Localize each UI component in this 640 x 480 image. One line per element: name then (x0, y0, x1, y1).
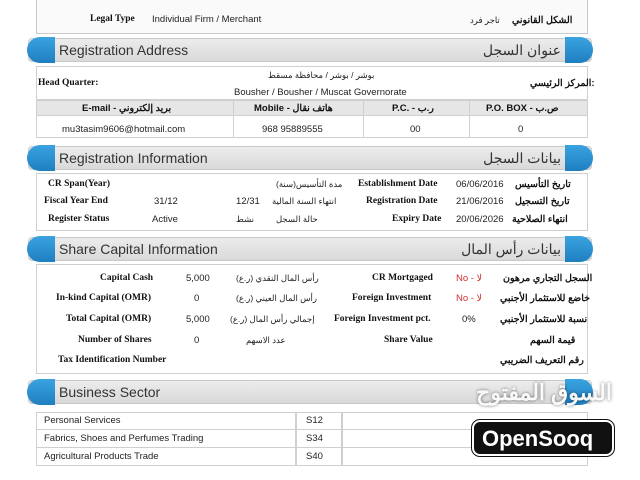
cr-mortgaged-label: CR Mortgaged (372, 273, 433, 283)
registration-date-value: 21/06/2016 (456, 196, 504, 207)
address-ar: بوشر / بوشر / محافظة مسقط (268, 70, 375, 80)
head-quarter-label: Head Quarter: (38, 78, 99, 88)
registration-info-title: Registration Information (59, 150, 208, 166)
capital-cash-label: Capital Cash (100, 273, 154, 283)
business-sector-code: S12 (306, 415, 323, 426)
number-of-shares-value: 0 (194, 335, 200, 346)
business-sector-code: S34 (306, 433, 323, 444)
legal-type-label: Legal Type (90, 14, 135, 24)
capital-cash-value: 5,000 (186, 273, 210, 284)
business-sector-code: S40 (306, 451, 323, 462)
register-status-value-ar: نشط (236, 214, 255, 224)
number-of-shares-label-ar: عدد الاسهم (246, 335, 286, 345)
total-capital-label: Total Capital (OMR) (66, 314, 152, 324)
tax-id-label-ar: رقم التعريف الضريبي (500, 355, 584, 366)
cr-span-label: CR Span(Year) (48, 179, 111, 189)
registration-address-title: Registration Address (59, 42, 189, 58)
share-capital-title: Share Capital Information (59, 241, 218, 257)
foreign-investment-value: No - لا (456, 293, 483, 304)
legal-type-label-ar: الشكل القانوني (512, 15, 573, 26)
email-column-header: E-mail - بريد إلكتروني (82, 103, 172, 114)
registration-info-header (28, 146, 592, 170)
header-accent-right (565, 236, 593, 262)
register-status-label: Register Status (48, 214, 110, 224)
registration-date-label-ar: تاريخ التسجيل (515, 196, 570, 207)
cr-mortgaged-value: No - لا (456, 273, 483, 284)
inkind-capital-label-ar: رأس المال العيني (ر.ع) (236, 293, 318, 303)
register-status-value: Active (152, 214, 178, 225)
opensooq-watermark-arabic: السوق المفتوح (476, 380, 612, 405)
foreign-pct-value: 0% (462, 314, 476, 325)
cr-span-label-ar: مدة التأسيس(سنة) (276, 179, 343, 189)
business-sector-activity: Fabrics, Shoes and Perfumes Trading (44, 433, 204, 444)
registration-address-title-ar: عنوان السجل (482, 42, 561, 58)
share-value-label: Share Value (384, 335, 433, 345)
share-value-label-ar: قيمة السهم (530, 335, 576, 346)
registration-date-label: Registration Date (366, 196, 438, 206)
opensooq-logo (472, 420, 614, 456)
expiry-date-label-ar: انتهاء الصلاحية (512, 214, 568, 225)
business-sector-title: Business Sector (59, 384, 161, 400)
registration-info-title-ar: بيانات السجل (483, 150, 561, 166)
legal-type-value-ar: تاجر فرد (470, 15, 500, 25)
total-capital-value: 5,000 (186, 314, 210, 325)
foreign-investment-label: Foreign Investment (352, 293, 432, 303)
header-accent-left (27, 37, 55, 63)
cr-mortgaged-label-ar: السجل التجاري مرهون (503, 273, 593, 284)
header-accent-right (565, 145, 593, 171)
business-sector-activity: Personal Services (44, 415, 121, 426)
inkind-capital-label: In-kind Capital (OMR) (56, 293, 152, 303)
registration-address-header (28, 38, 592, 62)
address-en: Bousher / Bousher / Muscat Governorate (234, 87, 407, 98)
email-value[interactable]: mu3tasim9606@hotmail.com (62, 124, 186, 135)
foreign-investment-label-ar: خاضع للاستثمار الأجنبي (500, 293, 590, 304)
fiscal-year-end-value: 31/12 (154, 196, 178, 207)
capital-cash-label-ar: رأس المال النقدي (ر.ع) (236, 273, 319, 283)
expiry-date-value: 20/06/2026 (456, 214, 504, 225)
business-sector-activity: Agricultural Products Trade (44, 451, 159, 462)
mobile-column-header: Mobile - هاتف نقال (254, 103, 333, 114)
tax-id-label: Tax Identification Number (58, 355, 167, 365)
inkind-capital-value: 0 (194, 293, 200, 304)
pobox-column-header: P.O. BOX - ص.ب (486, 103, 559, 114)
expiry-date-label: Expiry Date (392, 214, 442, 224)
fiscal-year-end-label: Fiscal Year End (44, 196, 108, 206)
mobile-value[interactable]: 968 95889555 (262, 124, 323, 135)
establishment-date-value: 06/06/2016 (456, 179, 504, 190)
opensooq-logo-text: OpenSooq (482, 426, 594, 451)
header-accent-left (27, 145, 55, 171)
establishment-date-label: Establishment Date (358, 179, 438, 189)
header-accent-right (565, 37, 593, 63)
register-status-label-ar: حالة السجل (276, 214, 318, 224)
legal-type-value: Individual Firm / Merchant (152, 14, 262, 25)
foreign-pct-label-ar: نسبة للاستثمار الأجنبي (500, 314, 588, 325)
establishment-date-label-ar: تاريخ التأسيس (515, 179, 571, 190)
share-capital-title-ar: بيانات رأس المال (461, 241, 561, 257)
fiscal-year-end-label-ar: انتهاء السنة المالية (272, 196, 337, 206)
head-quarter-label-ar: المركز الرئيسي: (530, 78, 595, 89)
total-capital-label-ar: إجمالي رأس المال (ر.ع) (230, 314, 315, 324)
pobox-value: 0 (518, 124, 524, 135)
pc-value: 00 (410, 124, 421, 135)
share-capital-header (28, 237, 592, 261)
header-accent-left (27, 379, 55, 405)
header-accent-left (27, 236, 55, 262)
foreign-pct-label: Foreign Investment pct. (334, 314, 431, 324)
pc-column-header: P.C. - ر.ب (392, 103, 434, 114)
number-of-shares-label: Number of Shares (78, 335, 152, 345)
fiscal-year-end-value-ar: 12/31 (236, 196, 260, 207)
